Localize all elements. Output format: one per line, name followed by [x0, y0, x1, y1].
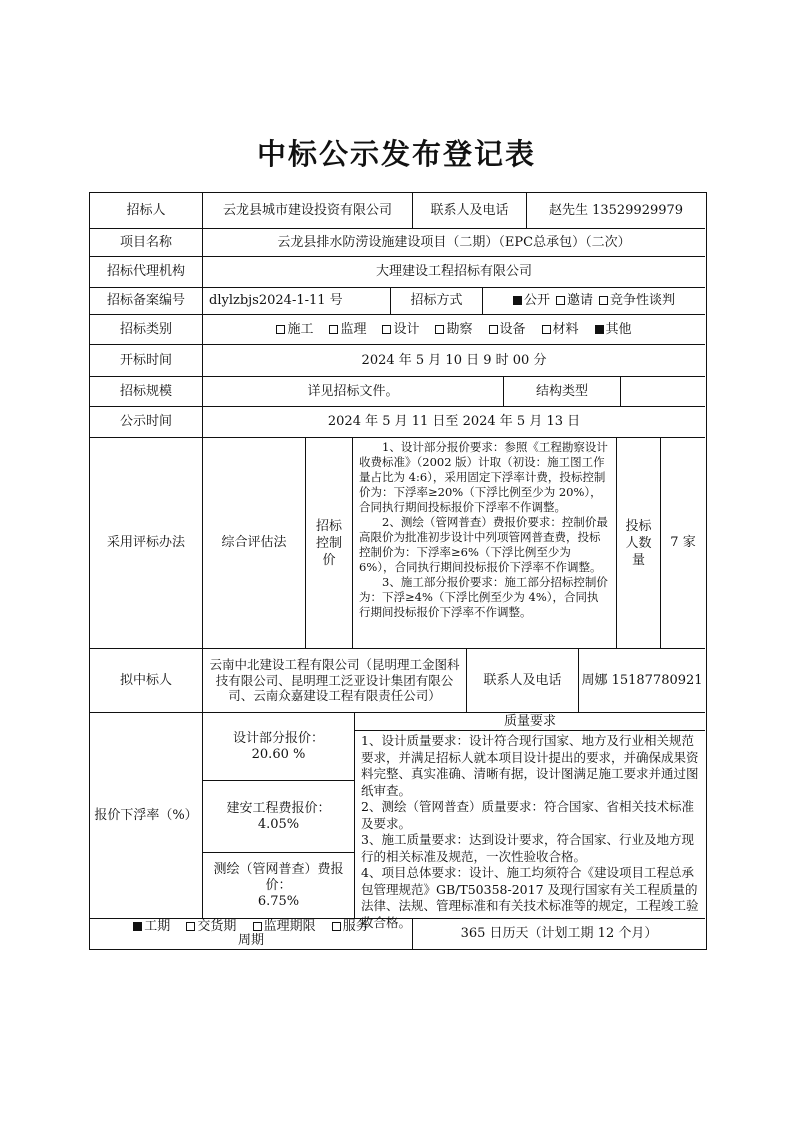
- method-option-open[interactable]: 公开: [513, 293, 550, 309]
- category-option-material[interactable]: 材料: [542, 322, 579, 338]
- category-option-supervision[interactable]: 监理: [329, 322, 366, 338]
- checkbox-checked-icon: [133, 922, 142, 931]
- evaluation-label: 采用评标办法: [90, 438, 203, 649]
- checkbox-empty-icon: [329, 325, 338, 334]
- category-options: [203, 315, 705, 345]
- category-option-survey[interactable]: 勘察: [435, 322, 472, 338]
- record-label: 招标备案编号: [90, 288, 203, 315]
- registration-form: [89, 192, 707, 950]
- category-option-construction[interactable]: 施工: [276, 322, 313, 338]
- control-price-item: 2、测绘（管网普查）费报价要求：控制价最高限价为批准初步设计中列项管网普查费，投标控制价为：下浮率≥6%（下浮比例至少为 6%），合同执行期间投标报价下浮率不作调整。: [359, 515, 608, 574]
- quality-item: 2、测绘（管网普查）质量要求：符合国家、省相关技术标准及要求。: [361, 799, 694, 831]
- checkbox-empty-icon: [599, 296, 608, 305]
- rate-design-name: 设计部分报价：: [232, 730, 324, 746]
- rate-construction-value: 4.05%: [257, 816, 300, 832]
- quality-text: [355, 731, 705, 930]
- period-suffix: 周期: [237, 933, 264, 948]
- tenderer-label: 招标人: [90, 193, 203, 229]
- category-option-other[interactable]: 其他: [595, 322, 632, 338]
- quality-item: 4、项目总体要求：设计、施工均须符合《建设项目工程总承包管理规范》GB/T50358-2017 及现行国家有关工程质量的法律、法规、管理标准和有关技术标准等的规定，工程竣工验收合格。: [361, 865, 699, 930]
- checkbox-empty-icon: [332, 922, 341, 931]
- method-options: [483, 288, 705, 315]
- agency-label: 招标代理机构: [90, 257, 203, 288]
- structure-value: [621, 377, 705, 407]
- bidders-label: [617, 438, 661, 649]
- checkbox-empty-icon: [253, 922, 262, 931]
- checkbox-empty-icon: [542, 325, 551, 334]
- checkbox-empty-icon: [382, 325, 391, 334]
- category-option-equipment[interactable]: 设备: [489, 322, 526, 338]
- control-price-label-text: 招标控制价: [315, 518, 342, 568]
- checkbox-empty-icon: [489, 325, 498, 334]
- scale-value: 详见招标文件。: [203, 377, 504, 407]
- open-time-value: 2024 年 5 月 10 日 9 时 00 分: [203, 345, 705, 377]
- contact-label: 联系人及电话: [413, 193, 527, 229]
- rate-survey: [203, 853, 355, 919]
- agency-value: 大理建设工程招标有限公司: [203, 257, 705, 288]
- control-price-item: 3、施工部分报价要求：施工部分招标控制价为：下浮≥4%（下浮比例至少为 4%），合同执行期间投标报价下浮率不作调整。: [359, 575, 608, 619]
- rate-construction: [203, 781, 355, 853]
- winner-label: 拟中标人: [90, 649, 203, 713]
- method-option-invite[interactable]: 邀请: [556, 293, 593, 309]
- period-value: 365 日历天（计划工期 12 个月）: [460, 926, 658, 941]
- control-price-item: 1、设计部分报价要求：参照《工程勘察设计收费标准》（2002 版）计取（初设：施工图工作量占比为 4:6），采用固定下浮率计费，投标控制价为：下浮率≥20%（下浮比例至少为 20%），合同执行期间投标报价下浮率不作调整。: [359, 440, 608, 514]
- project-label: 项目名称: [90, 229, 203, 257]
- rate-design: [203, 713, 355, 781]
- structure-label: 结构类型: [504, 377, 621, 407]
- control-price-label: [306, 438, 353, 649]
- public-time-value: 2024 年 5 月 11 日至 2024 年 5 月 13 日: [203, 407, 705, 438]
- method-label: 招标方式: [391, 288, 483, 315]
- period-option-service[interactable]: 服务: [332, 919, 369, 934]
- period-option-row: [127, 920, 374, 934]
- winner-contact-label: 联系人及电话: [467, 649, 579, 713]
- period-option-delivery[interactable]: 交货期: [186, 919, 236, 934]
- form-title: 中标公示发布登记表: [256, 137, 536, 171]
- checkbox-empty-icon: [186, 922, 195, 931]
- period-option-duration[interactable]: 工期: [133, 919, 170, 934]
- checkbox-checked-icon: [595, 325, 604, 334]
- rate-construction-name: 建安工程费报价：: [226, 800, 331, 816]
- winner-contact-value: 周娜 15187780921: [579, 649, 705, 713]
- record-value: dlylzbjs2024-1-11 号: [203, 288, 391, 315]
- control-price-text: [353, 438, 617, 649]
- period-options: [90, 919, 413, 949]
- checkbox-empty-icon: [556, 296, 565, 305]
- rate-survey-name: 测绘（管网普查）费报价：: [213, 861, 344, 893]
- evaluation-method: 综合评估法: [203, 438, 306, 649]
- checkbox-checked-icon: [513, 296, 522, 305]
- method-option-negotiation[interactable]: 竞争性谈判: [599, 293, 675, 309]
- winner-value: [203, 649, 467, 713]
- scale-label: 招标规模: [90, 377, 203, 407]
- tenderer-value: 云龙县城市建设投资有限公司: [203, 193, 413, 229]
- bidders-value: 7 家: [661, 438, 705, 649]
- project-value: 云龙县排水防涝设施建设项目（二期）（EPC总承包）（二次）: [203, 229, 705, 257]
- quality-item: 1、设计质量要求：设计符合现行国家、地方及行业相关规范要求，并满足招标人就本项目设计提出的要求，并确保成果资料完整、真实准确、清晰有据，设计图满足施工要求并通过图纸审查。: [361, 733, 699, 798]
- quality-item: 3、施工质量要求：达到设计要求，符合国家、行业及地方现行的相关标准及规范，一次性验收合格。: [361, 832, 694, 864]
- period-option-supervision[interactable]: 监理期限: [253, 919, 316, 934]
- category-label: 招标类别: [90, 315, 203, 345]
- control-price-paragraphs: [355, 438, 614, 622]
- contact-value: 赵先生 13529929979: [527, 193, 705, 229]
- rate-label: 报价下浮率（%）: [90, 713, 203, 919]
- bidders-label-text: 投标人数量: [625, 518, 652, 568]
- public-time-label: 公示时间: [90, 407, 203, 438]
- quality-label: 质量要求: [355, 713, 705, 731]
- quality-paragraphs: [357, 731, 703, 933]
- open-time-label: 开标时间: [90, 345, 203, 377]
- checkbox-empty-icon: [435, 325, 444, 334]
- checkbox-empty-icon: [276, 325, 285, 334]
- category-option-design[interactable]: 设计: [382, 322, 419, 338]
- winner-value-text: 云南中北建设工程有限公司（昆明理工金图科技有限公司、昆明理工泛亚设计集团有限公司、云南众嘉建设工程有限责任公司）: [209, 657, 460, 704]
- rate-design-value: 20.60 %: [251, 746, 306, 762]
- rate-survey-value: 6.75%: [257, 893, 300, 909]
